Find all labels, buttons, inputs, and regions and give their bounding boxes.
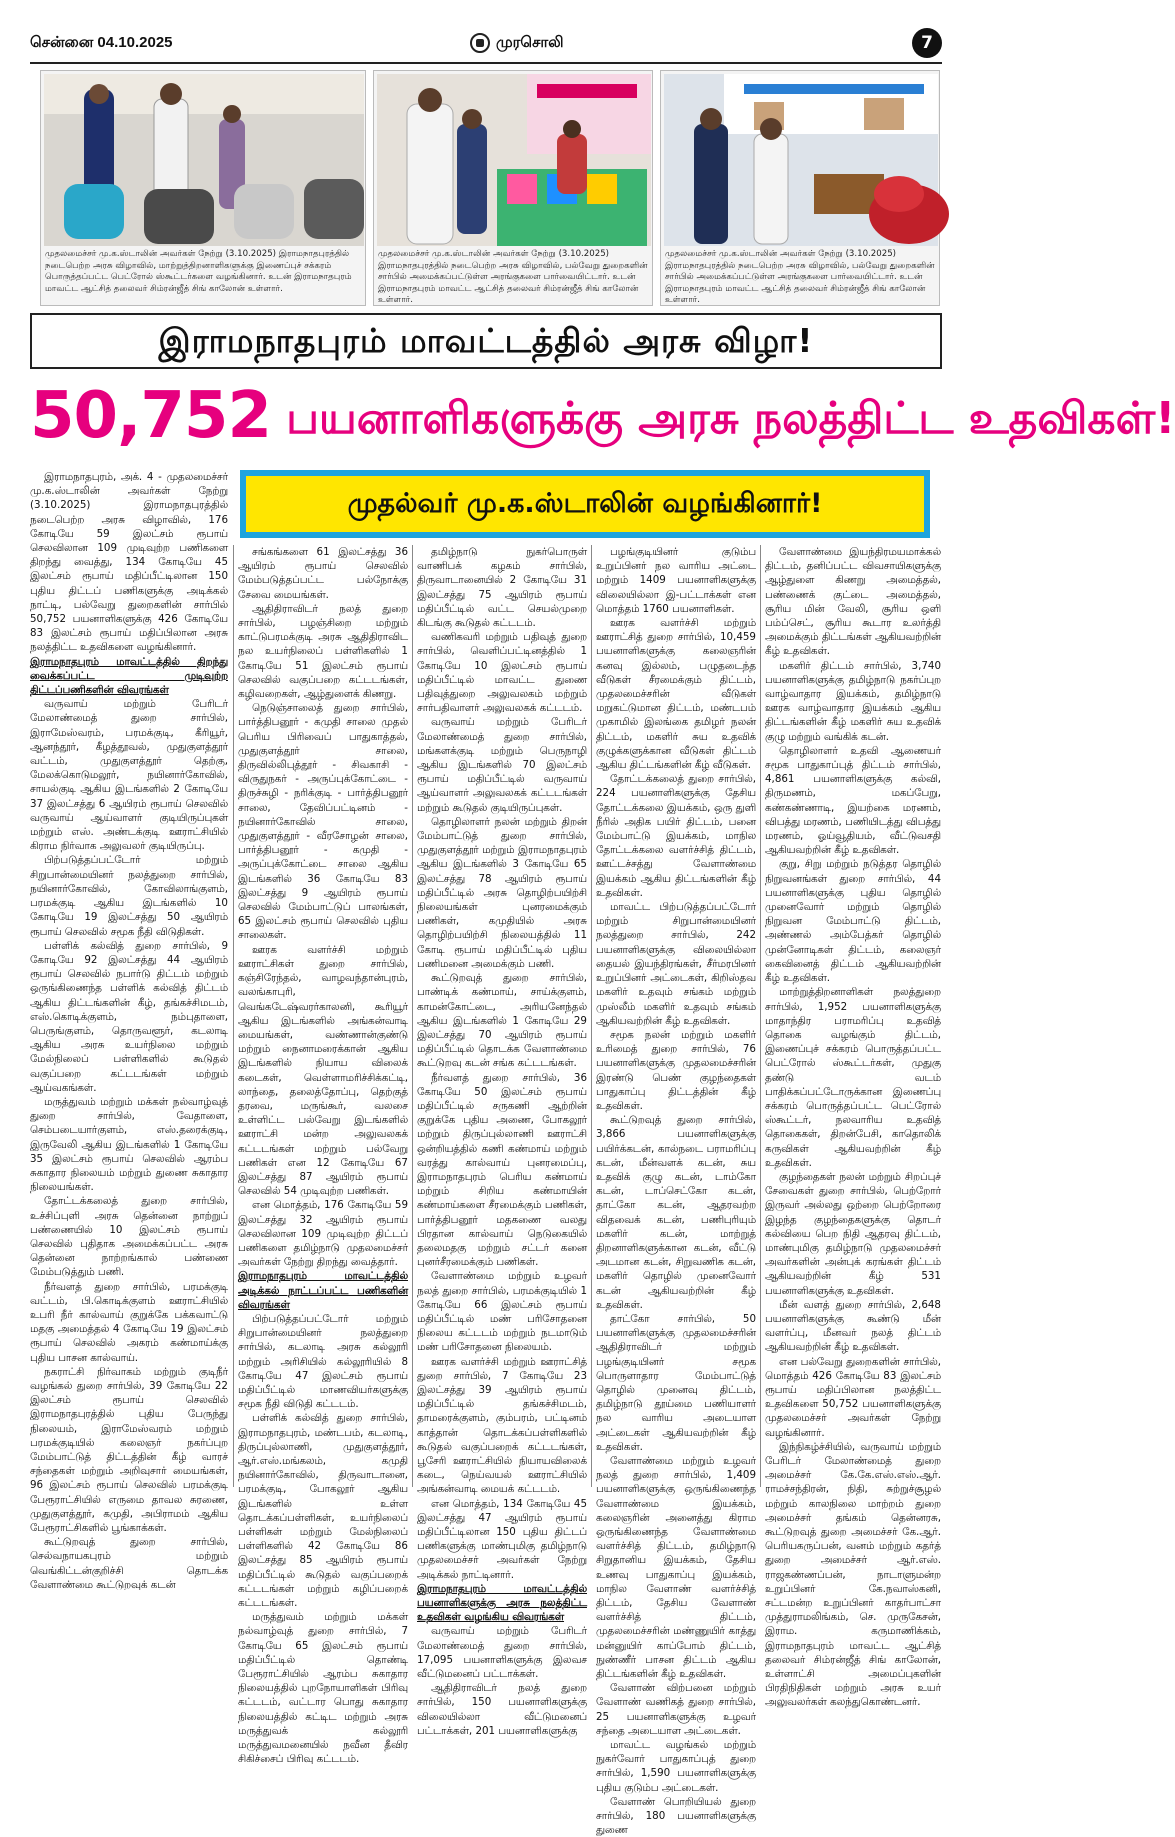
article-paragraph: மருத்துவம் மற்றும் மக்கள் நல்வாழ்வுத் துறை சார்பில், 7 கோடியே 65 இலட்சம் ரூபாய் மதிப்பீட்டில் தொண்டி பேரூராட்சியில் ஆரம்ப சுகாதார நிலையத்தில் புறநோயாளிகள் பிரிவு கட்டடம், வட்டார பொது சுகாதார நிலையத்தில் கட்டிட மற்றும் அரசு மருத்துவக் கல்லூரி மருத்துவமனையில் நவீன தீவிர சிகிச்சைப் பிரிவு கட்டடம். <box>238 1611 408 1766</box>
photo-1 <box>40 70 366 306</box>
stall-visit-photo <box>377 74 649 246</box>
page-number-badge: 7 <box>912 28 942 58</box>
article-paragraph: மீன் வளத் துறை சார்பில், 2,648 பயனாளிகளுக்கு கூண்டு மீன் வளர்ப்பு, மீனவர் நலத் திட்டம் ஆகியவற்றின் கீழ் உதவிகள். <box>765 1298 941 1354</box>
article-paragraph: தொழிலாளர் உதவி ஆணையர் சமூக பாதுகாப்புத் திட்டம் சார்பில், 4,861 பயனாளிகளுக்கு கல்வி, திருமணம், மகப்பேறு, கண்கண்ணாடி, இயற்கை மரணம், விபத்து மரணம், பணியிடத்து விபத்து மரணம், ஓய்வூதியம், வீட்டுவசதி ஆகியவற்றின் கீழ் உதவிகள். <box>765 744 941 857</box>
subheadline-banner <box>240 470 930 538</box>
article-paragraph: கூட்டுறவுத் துறை சார்பில், 3,866 பயனாளிகளுக்கு பயிர்க்கடன், கால்நடை பராமரிப்பு கடன், மீன்வளக் கடன், சுய உதவிக் குழு கடன், டாம்கோ கடன், டாப்செட்கோ கடன், தாட்கோ கடன், ஆதரவற்ற விதவைக் கடன், பணிபுரியும் மகளிர் கடன், மாற்றுத் திறனாளிகளுக்கான கடன், வீட்டு அடமான கடன், சிறுவணிக கடன், மகளிர் தொழில் முனைவோர் கடன் ஆகியவற்றின் கீழ் உதவிகள். <box>596 1114 756 1311</box>
article-paragraph: பிற்படுத்தப்பட்டோர் மற்றும் சிறுபான்மையினர் நலத்துறை சார்பில், நயினார்கோவில், கோவிலாங்குளம், பரமக்குடி ஆகிய இடங்களில் 10 கோடியே 19 இலட்சத்து 50 ஆயிரம் ரூபாய் செலவில் சமூக நீதி விடுதிகள். <box>30 854 228 938</box>
exhibition-stall-photo <box>664 74 936 246</box>
article-paragraph: மாவட்ட வழங்கல் மற்றும் நுகர்வோர் பாதுகாப்புத் துறை சார்பில், 1,590 பயனாளிகளுக்கு புதிய குடும்ப அட்டைகள். <box>596 1739 756 1794</box>
article-paragraph: ஊரக வளர்ச்சி மற்றும் ஊராட்சித் துறை சார்பில், 10,459 பயனாளிகளுக்கு கலைஞரின் கனவு இல்லம், பழுதடைந்த வீடுகள் சீரமைக்கும் திட்டம், முதலமைச்சரின் வீடுகள் மறுகட்டுமான திட்டம், மண்டபம் முகாமில் இலங்கை தமிழர் நலன் திட்டம், மகளிர் சுய உதவிக் குழுக்களுக்கான வீடுகள் திட்டம் ஆகிய திட்டங்களின் கீழ் வீடுகள். <box>596 617 756 772</box>
article-paragraph: ஆதிதிராவிடர் நலத் துறை சார்பில், பழஞ்சிறை மற்றும் காட்டுபரமக்குடி அரசு ஆதிதிராவிட நல உயர்நிலைப் பள்ளிகளில் 1 கோடியே 51 இலட்சம் ரூபாய் செலவில் வகுப்பறை கட்டடங்கள், கழிவறைகள், ஆழ்துளைக் கிணறு. <box>238 602 408 701</box>
article-paragraph: வருவாய் மற்றும் பேரிடர் மேலாண்மைத் துறை சார்பில், மங்களக்குடி மற்றும் பெருநாழி ஆகிய இடங்களில் 70 இலட்சம் ரூபாய் மதிப்பீட்டில் வருவாய் ஆய்வாளர் அலுவலகக் கட்டடங்கள் மற்றும் கூடுதல் குடியிருப்புகள். <box>417 716 587 814</box>
article-paragraph: நீர்வளத் துறை சார்பில், 36 கோடியே 50 இலட்சம் ரூபாய் மதிப்பீட்டில் சருகணி ஆற்றின் குறுக்கே புதிய அணை, போகலூர் மற்றும் திருப்புல்லாணி ஊராட்சி ஒன்றியத்தில் கணி கண்மாய் மற்றும் வரத்து கால்வாய் புனரமைப்பு, இராமநாதபுரம் பெரிய கண்மாய் மற்றும் சிறிய கண்மாயின் கண்மாய்களை சீரமைக்கும் பணிகள், பார்த்திபனூர் மதகணை வலது பிரதான கால்வாய் நெடுகையில் தலைமதகு மற்றும் சட்டர் கனை புனர்சீரமைக்கும் பணிகள். <box>417 1071 587 1269</box>
headline-kicker: இராமநாதபுரம் மாவட்டத்தில் அரசு விழா! <box>30 313 942 369</box>
photo-caption: முதலமைச்சர் மு.க.ஸ்டாலின் அவர்கள் நேற்று (3.10.2025) இராமநாதபுரத்தில் நடைபெற்ற அரசு விழாவில், மாற்றுத்திறனாளிகளுக்கு இணைப்புச் சக்கரம் பொருத்தப்பட்ட பெட்ரோல் ஸ்கூட்டர்களை வழங்கினார். உடன் இராமநாதபுரம் மாவட்ட ஆட்சித் தலைவர் சிம்ரன்ஜீத் சிங் காலோன் உள்ளார். <box>45 249 352 294</box>
scooter-distribution-photo <box>44 74 362 246</box>
main-headline-text: பயனாளிகளுக்கு அரசு நலத்திட்ட உதவிகள்! <box>286 393 1175 444</box>
column-divider <box>591 545 592 1487</box>
article-paragraph: கூட்டுறவுத் துறை சார்பில், பாண்டிக் கண்மாய், சாய்க்குளம், காமன்கோட்டை, அரியனேந்தல் ஆகிய இடங்களில் 1 கோடியே 29 இலட்சத்து 70 ஆயிரம் ரூபாய் மதிப்பீட்டில் தொடக்க வேளாண்மை கூட்டுறவு கடன் சங்க கட்டடங்கள். <box>417 972 587 1070</box>
main-headline <box>30 373 1175 459</box>
edition-date: சென்னை 04.10.2025 <box>30 34 173 51</box>
article-paragraph: தமிழ்நாடு நுகர்பொருள் வாணிபக் கழகம் சார்பில், திருவாடானையில் 2 கோடியே 31 இலட்சத்து 75 ஆயிரம் ரூபாய் மதிப்பீட்டில் வட்ட செயல்முறை கிடங்கு கூடுதல் கட்டடம். <box>417 546 587 630</box>
photo-strip <box>40 70 940 310</box>
masthead-brand <box>470 33 564 53</box>
article-paragraph: நெடுஞ்சாலைத் துறை சார்பில், பார்த்திபனூர் - கமுதி சாலை முதல் பெரிய பிரிவைப் பாதுகாத்தல், முதுகுளத்தூர் சாலை, திருவில்லிபுத்தூர் - சிவகாசி - விருதுநகர் - அருப்புக்கோட்டை - திருச்சுழி - நரிக்குடி - பார்த்திபனூர் சாலை, தேவிப்பட்டினம் - நயினார்கோவில் சாலை, முதுகுளத்தூர் - வீரசோழன் சாலை, பார்த்திபனூர் - கமுதி - அருப்புக்கோட்டை சாலை ஆகிய இடங்களில் 36 கோடியே 83 இலட்சத்து 9 ஆயிரம் ரூபாய் செலவில் மேம்பாட்டுப் பாலங்கள், 65 இலட்சம் ரூபாய் செலவில் புதிய சாலைகள். <box>238 702 408 942</box>
article-paragraph: குறு, சிறு மற்றும் நடுத்தர தொழில் நிறுவனங்கள் துறை சார்பில், 44 பயனாளிகளுக்கு புதிய தொழில் முனைவோர் மற்றும் தொழில் நிறுவன மேம்பாட்டு திட்டம், அண்ணல் அம்பேத்கர் தொழில் முன்னோடிகள் திட்டம், கலைஞர் கைவினைத் திட்டம் ஆகியவற்றின் கீழ் உதவிகள். <box>765 858 941 985</box>
article-paragraph: தொழிலாளர் நலன் மற்றும் திறன் மேம்பாட்டுத் துறை சார்பில், முதுகுளத்தூர் மற்றும் இராமநாதபுரம் ஆகிய இடங்களில் 3 கோடியே 65 இலட்சத்து 78 ஆயிரம் ரூபாய் மதிப்பீட்டில் அரசு தொழிற்பயிற்சி நிலையங்கள் புனரமைக்கும் பணிகள், கமுதியில் அரசு தொழிற்பயிற்சி நிலையத்தில் 11 கோடி ரூபாய் மதிப்பீட்டில் புதிய பணிமனை அமைக்கும் பணி. <box>417 815 587 970</box>
article-paragraph: வேளாண்மை மற்றும் உழவர் நலத் துறை சார்பில், 1,409 பயனாளிகளுக்கு ஒருங்கிணைந்த வேளாண்மை இயக்கம், கலைஞரின் அனைத்து கிராம ஒருங்கிணைந்த வேளாண்மை வளர்ச்சித் திட்டம், தமிழ்நாடு சிறுதானிய இயக்கம், தேசிய உணவு பாதுகாப்பு இயக்கம், மாநில வேளாண் வளர்ச்சித் திட்டம், தேசிய வேளாண் வளர்ச்சித் திட்டம், முதலமைச்சரின் மண்ணுயிர் காத்து மன்னுயிர் காப்போம் திட்டம், நுண்ணீர் பாசன திட்டம் ஆகிய திட்டங்களின் கீழ் உதவிகள். <box>596 1455 756 1681</box>
article-paragraph: என மொத்தம், 176 கோடியே 59 இலட்சத்து 32 ஆயிரம் ரூபாய் செலவிலான 109 முடிவுற்ற திட்டப் பணிகளை தமிழ்நாடு முதலமைச்சர் அவர்கள் நேற்று திறந்து வைத்தார். <box>238 1199 408 1269</box>
article-paragraph: சமூக நலன் மற்றும் மகளிர் உரிமைத் துறை சார்பில், 76 பயனாளிகளுக்கு முதலமைச்சரின் இரண்டு பெண் குழந்தைகள் பாதுகாப்பு திட்டத்தின் கீழ் உதவிகள். <box>596 1028 756 1112</box>
article-paragraph: பள்ளிக் கல்வித் துறை சார்பில், இராமநாதபுரம், மண்டபம், கடலாடி, திருப்புல்லாணி, முதுகுளத்தூர், ஆர்.எஸ்.மங்கலம், கமுதி நயினார்கோவில், திருவாடானை, பரமக்குடி, போகலூர் ஆகிய இடங்களில் உள்ள தொடக்கப்பள்ளிகள், உயர்நிலைப் பள்ளிகள் மற்றும் மேல்நிலைப் பள்ளிகளில் 42 கோடியே 86 இலட்சத்து 85 ஆயிரம் ரூபாய் மதிப்பீட்டில் கூடுதல் வகுப்பறைக் கட்டடங்கள் மற்றும் கழிப்பறைக் கட்டடங்கள். <box>238 1412 408 1610</box>
article-paragraph: குழந்தைகள் நலன் மற்றும் சிறப்புச் சேவைகள் துறை சார்பில், பெற்றோர் இருவர் அல்லது ஒற்றை பெற்றோரை இழந்த குழந்தைகளுக்கு தொடர் கல்வியை பெற நிதி ஆதரவு திட்டம், மாண்புமிகு தமிழ்நாடு முதலமைச்சர் அவர்களின் அன்புக் கரங்கள் திட்டம் ஆகியவற்றின் கீழ் 531 பயனாளிகளுக்கு உதவிகள். <box>765 1170 941 1297</box>
section-subheading: இராமநாதபுரம் மாவட்டத்தில் பயனாளிகளுக்கு அரசு நலத்திட்ட உதவிகள் வழங்கிய விவரங்கள் <box>417 1582 587 1624</box>
article-column-2 <box>238 545 408 1766</box>
article-paragraph: மாவட்ட பிற்படுத்தப்பட்டோர் மற்றும் சிறுபான்மையினர் நலத்துறை சார்பில், 242 பயனாளிகளுக்கு விலையில்லா தையல் இயந்திரங்கள், சீர்மரபினர் உறுப்பினர் அட்டைகள், கிறிஸ்தவ மகளிர் உதவும் சங்கம் மற்றும் முஸ்லீம் மகளிர் உதவும் சங்கம் ஆகியவற்றின் கீழ் உதவிகள். <box>596 901 756 1027</box>
masthead <box>30 30 942 64</box>
article-paragraph: வேளாண் பொறியியல் துறை சார்பில், 180 பயனாளிகளுக்கு துணை <box>596 1795 756 1837</box>
article-paragraph: ஊரக வளர்ச்சி மற்றும் ஊராட்சித் துறை சார்பில், 7 கோடியே 23 இலட்சத்து 39 ஆயிரம் ரூபாய் மதிப்பீட்டில் தங்கச்சிமடம், தாமரைக்குளம், கும்பரம், பட்டினம் காத்தான் தொடக்கப்பள்ளிகளில் கூடுதல் வகுப்பறைக் கட்டடங்கள், பூசேரி ஊராட்சியில் நியாயவிலைக் கடை, நெய்வயல் ஊராட்சியில் அங்கன்வாடி மையக் கட்டடம். <box>417 1355 587 1496</box>
article-paragraph: மகளிர் திட்டம் சார்பில், 3,740 பயனாளிகளுக்கு தமிழ்நாடு நகர்ப்புற வாழ்வாதார இயக்கம், தமிழ்நாடு ஊரக வாழ்வாதார இயக்கம் ஆகிய திட்டங்களின் கீழ் மகளிர் சுய உதவிக் குழு மற்றும் வங்கிக் கடன். <box>765 659 941 743</box>
photo-3 <box>660 70 940 306</box>
article-paragraph: வருவாய் மற்றும் பேரிடர் மேலாண்மைத் துறை சார்பில், 17,095 பயனாளிகளுக்கு இலவச வீட்டுமனைப் பட்டாக்கள். <box>417 1625 587 1681</box>
article-column-5 <box>765 545 941 1709</box>
article-paragraph: நகராட்சி நிர்வாகம் மற்றும் குடிநீர் வழங்கல் துறை சார்பில், 39 கோடியே 22 இலட்சம் ரூபாய் செலவில் இராமநாதபுரத்தில் புதிய பேருந்து நிலையம், இராமேஸ்வரம் மற்றும் பரமக்குடியில் கலைஞர் நகர்ப்புற மேம்பாட்டுத் திட்டத்தின் கீழ் வாரச் சந்தைகள் மற்றும் அறிவுசார் மையங்கள், 96 இலட்சம் ரூபாய் செலவில் பரமக்குடி பேரூராட்சியில் எருமை தாவல சுரணை, முதுகுளத்தூர், கமுதி, அபிராமம் ஆகிய பேரூராட்சிகளில் பூங்காக்கள். <box>30 1365 228 1535</box>
article-paragraph: மருத்துவம் மற்றும் மக்கள் நல்வாழ்வுத் துறை சார்பில், வேதாளை, செம்படையார்குளம், எஸ்.தரைக்குடி, இருவேலி ஆகிய இடங்களில் 1 கோடியே 35 இலட்சம் ரூபாய் செலவில் ஆரம்ப சுகாதார நிலையம் மற்றும் துணை சுகாதார நிலையங்கள். <box>30 1095 228 1194</box>
article-paragraph: என மொத்தம், 134 கோடியே 45 இலட்சத்து 47 ஆயிரம் ரூபாய் மதிப்பீட்டிலான 150 புதிய திட்டப் பணிகளுக்கு மாண்புமிகு தமிழ்நாடு முதலமைச்சர் அவர்கள் நேற்று அடிக்கல் நாட்டினார். <box>417 1497 587 1581</box>
article-paragraph: ஊரக வளர்ச்சி மற்றும் ஊராட்சிகள் துறை சார்பில், கஞ்சிரேந்தல், வாழவந்தான்புரம், வலங்காபுரி, வெங்கடேஷ்வரர்காலனி, கூரியூர் ஆகிய இடங்களில் அங்கன்வாடி மையங்கள், வண்ணான்குண்டு மற்றும் நைனாமரைக்கான் ஆகிய இடங்களில் நியாய விலைக் கடைகள், வெள்ளாமரிச்சிக்கட்டி, லாந்தை, தலைத்தோப்பு, தெற்குத் தரவை, மருங்கூர், வலசை உள்ளிட்ட பல்வேறு இடங்களில் ஊராட்சி மன்ற அலுவலகக் கட்டடங்கள் மற்றும் பல்வேறு பணிகள் என 12 கோடியே 67 இலட்சத்து 87 ஆயிரம் ரூபாய் செலவில் 54 முடிவுற்ற பணிகள். <box>238 943 408 1198</box>
article-paragraph: தோட்டக்கலைத் துறை சார்பில், 224 பயனாளிகளுக்கு தேசிய தோட்டக்கலை இயக்கம், ஒரு துளி நீரில் அதிக பயிர் திட்டம், பனை மேம்பாட்டு இயக்கம், மாநில தோட்டக்கலை வளர்ச்சித் திட்டம், ஊட்டச்சத்து வேளாண்மை இயக்கம் ஆகிய திட்டங்களின் கீழ் உதவிகள். <box>596 773 756 899</box>
article-paragraph: பழங்குடியினர் குடும்ப உறுப்பினர் நல வாரிய அட்டை மற்றும் 1409 பயனாளிகளுக்கு விலையில்லா இ-பட்டாக்கள் என மொத்தம் 1760 பயனாளிகள். <box>596 546 756 615</box>
article-paragraph: சங்கங்களை 61 இலட்சத்து 36 ஆயிரம் ரூபாய் செலவில் மேம்படுத்தப்பட்ட பல்நோக்கு சேவை மையங்கள். <box>238 546 408 601</box>
subheadline-text: முதல்வர் மு.க.ஸ்டாலின் வழங்கினார்! <box>246 476 924 532</box>
article-paragraph: கூட்டுறவுத் துறை சார்பில், செல்வநாயகபுரம் மற்றும் வெங்கிட்டன்குறிச்சி தொடக்க வேளாண்மை கூட்டுறவுக் கடன் <box>30 1536 228 1591</box>
photo-caption: முதலமைச்சர் மு.க.ஸ்டாலின் அவர்கள் நேற்று (3.10.2025) இராமநாதபுரத்தில் நடைபெற்ற அரசு விழாவில், பல்வேறு துறைகளின் சார்பில் அமைக்கப்பட்டுள்ள அரங்குகளை பார்வையிட்டார். உடன் இராமநாதபுரம் மாவட்ட ஆட்சித் தலைவர் சிம்ரன்ஜீத் சிங் காலோன் உள்ளார். <box>665 249 935 305</box>
beneficiary-count: 50,752 <box>30 379 271 453</box>
rising-sun-logo-icon <box>470 33 490 53</box>
article-paragraph: வேளாண் விற்பனை மற்றும் வேளாண் வணிகத் துறை சார்பில், 25 பயனாளிகளுக்கு உழவர் சந்தை அடையாள அட்டைகள். <box>596 1682 756 1737</box>
column-divider <box>233 545 234 1487</box>
photo-caption: முதலமைச்சர் மு.க.ஸ்டாலின் அவர்கள் நேற்று (3.10.2025) இராமநாதபுரத்தில் நடைபெற்ற அரசு விழாவில், பல்வேறு துறைகளின் சார்பில் அமைக்கப்பட்டுள்ள அரங்குகளை பார்வையிட்டார். உடன் இராமநாதபுரம் மாவட்ட ஆட்சித் தலைவர் சிம்ரன்ஜீத் சிங் காலோன் உள்ளார். <box>378 249 648 305</box>
column-divider <box>412 545 413 1487</box>
article-paragraph: தோட்டக்கலைத் துறை சார்பில், உச்சிப்புளி அரசு தென்னை நாற்றுப் பண்ணையில் 10 இலட்சம் ரூபாய் செலவில் புதிதாக அமைக்கப்பட்ட அரசு தென்னை நாற்றங்கால் பண்ணை மேம்படுத்தும் பணி. <box>30 1195 228 1279</box>
article-paragraph: நீர்வளத் துறை சார்பில், பரமக்குடி வட்டம், பி.கொடிக்குளம் ஊராட்சியில் உபரி நீர் கால்வாய் குறுக்கே பக்கவாட்டு மதகு அமைத்தல் 4 கோடியே 19 இலட்சம் ரூபாய் செலவில் அகரம் கண்மாய்க்கு புதிய பாசன கால்வாய். <box>30 1280 228 1364</box>
article-paragraph: பிற்படுத்தப்பட்டோர் மற்றும் சிறுபான்மையினர் நலத்துறை சார்பில், கடலாடி அரசு கல்லூரி மற்றும் அரிசியில் கல்லூரியில் 8 கோடியே 47 இலட்சம் ரூபாய் மதிப்பீட்டில் மாணவியர்களுக்கு சமூக நீதி விடுதி கட்டடம். <box>238 1312 408 1411</box>
article-paragraph: பள்ளிக் கல்வித் துறை சார்பில், 9 கோடியே 92 இலட்சத்து 44 ஆயிரம் ரூபாய் செலவில் நபார்டு திட்டம் மற்றும் ஒருங்கிணைந்த பள்ளிக் கல்வித் திட்டம் ஆகிய திட்டங்களின் கீழ், தங்கச்சிமடம், எஸ்.கொடிக்குளம், நம்புதாளை, பெருங்குளம், தொருவளூர், கடலாடி ஆகிய அரசு உயர்நிலை மற்றும் மேல்நிலைப் பள்ளிகளில் கூடுதல் வகுப்பறை கட்டடங்கள் மற்றும் ஆய்வகங்கள். <box>30 939 228 1094</box>
paper-name: முரசொலி <box>496 33 564 51</box>
article-paragraph: ஆதிதிராவிடர் நலத் துறை சார்பில், 150 பயனாளிகளுக்கு விலையில்லா வீட்டுமனைப் பட்டாக்கள், 201 பயனாளிகளுக்கு <box>417 1682 587 1737</box>
photo-2 <box>373 70 653 306</box>
article-paragraph: வணிகவரி மற்றும் பதிவுத் துறை சார்பில், வெளிப்பட்டினத்தில் 1 கோடியே 10 இலட்சம் ரூபாய் மதிப்பீட்டில் மாவட்ட துணை பதிவுத்துறை அலுவலகம் மற்றும் சார்பதிவாளர் அலுவலகக் கட்டடம். <box>417 631 587 715</box>
article-paragraph: வேளாண்மை இயந்திரமயமாக்கல் திட்டம், தனிப்பட்ட விவசாயிகளுக்கு ஆழ்துளை கிணறு அமைத்தல், பண்ணைக் குட்டை அமைத்தல், சூரிய மின் வேலி, சூரிய ஒளி பம்ப்செட், சூரிய கூடார உலர்த்தி அமைக்கும் திட்டங்கள் ஆகியவற்றின் கீழ் உதவிகள். <box>765 546 941 658</box>
article-column-4 <box>596 545 756 1837</box>
article-paragraph: வேளாண்மை மற்றும் உழவர் நலத் துறை சார்பில், பரமக்குடியில் 1 கோடியே 66 இலட்சம் ரூபாய் மதிப்பீட்டில் மண் பரிசோதனை நிலைய கட்டடம் மற்றும் நடமாடும் மண் பரிசோதனை நிலையம். <box>417 1270 587 1354</box>
article-paragraph: என பல்வேறு துறைகளின் சார்பில், மொத்தம் 426 கோடியே 83 இலட்சம் ரூபாய் மதிப்பிலான நலத்திட்ட உதவிகளை 50,752 பயனாளிகளுக்கு முதலமைச்சர் அவர்கள் நேற்று வழங்கினார். <box>765 1355 941 1439</box>
column-divider <box>760 545 761 1487</box>
article-column-1 <box>30 470 228 1591</box>
article-paragraph: வருவாய் மற்றும் பேரிடர் மேலாண்மைத் துறை சார்பில், இராமேஸ்வரம், பரமக்குடி, கீரியூர், ஆனந்தூர், கீழத்தூவல், முதுகுளத்தூர் வட்டம், முதுகுளத்தூர் தெற்கு, மேலக்கொடுமலூர், நயினார்கோவில், சாயல்குடி ஆகிய இடங்களில் 2 கோடியே 37 இலட்சத்து 6 ஆயிரம் ரூபாய் செலவில் வருவாய் ஆய்வாளர் குடியிருப்புகள் மற்றும் எஸ். அண்டக்குடி ஊராட்சியில் கிராம நிர்வாக அலுவலர் குடியிருப்பு. <box>30 698 228 853</box>
article-column-3 <box>417 545 587 1737</box>
section-subheading: இராமநாதபுரம் மாவட்டத்தில் திறந்து வைக்கப்பட்ட முடிவுற்ற திட்டப்பணிகளின் விவரங்கள் <box>30 655 228 697</box>
section-subheading: இராமநாதபுரம் மாவட்டத்தில் அடிக்கல் நாட்டப்பட்ட பணிகளின் விவரங்கள் <box>238 1270 408 1311</box>
article-paragraph: இராமநாதபுரம், அக். 4 - முதலமைச்சர் மு.க.ஸ்டாலின் அவர்கள் நேற்று (3.10.2025) இராமநாதபுரத்தில் நடைபெற்ற அரசு விழாவில், 176 கோடியே 59 இலட்சம் ரூபாய் செலவிலான 109 முடிவுற்ற பணிகளை திறந்து வைத்து, 134 கோடியே 45 இலட்சம் ரூபாய் மதிப்பீட்டிலான 150 புதிய திட்டப் பணிகளுக்கு அடிக்கல் நாட்டி, பல்வேறு துறைகளின் சார்பில் 50,752 பயனாளிகளுக்கு 426 கோடியே 83 இலட்சம் ரூபாய் மதிப்பிலான அரசு நலத்திட்ட உதவிகளை வழங்கினார். <box>30 471 228 654</box>
article-paragraph: மாற்றுத்திறனாளிகள் நலத்துறை சார்பில், 1,952 பயனாளிகளுக்கு மாதாந்திர பராமரிப்பு உதவித் தொகை வழங்கும் திட்டம், இணைப்புச் சக்கரம் பொருத்தப்பட்ட பெட்ரோல் ஸ்கூட்டர்கள், முதுகு தண்டு வடம் பாதிக்கப்பட்டோருக்கான இணைப்பு சக்கரம் பொருத்தப்பட்ட பெட்ரோல் ஸ்கூட்டர், நலவாரிய உதவித் தொகைகள், திறன்பேசி, காதொலிக் கருவிகள் ஆகியவற்றின் கீழ் உதவிகள். <box>765 986 941 1169</box>
article-paragraph: இந்நிகழ்ச்சியில், வருவாய் மற்றும் பேரிடர் மேலாண்மைத் துறை அமைச்சர் கே.கே.எஸ்.எஸ்.ஆர். ராமச்சந்திரன், நிதி, சுற்றுச்சூழல் மற்றும் காலநிலை மாற்றம் துறை அமைச்சர் தங்கம் தென்னரசு, கூட்டுறவுத் துறை அமைச்சர் கே.ஆர். பெரியகருப்பன், வனம் மற்றும் கதர்த் துறை அமைச்சர் ஆர்.எஸ். ராஜகண்ணப்பன், நாடாளுமன்ற உறுப்பினர் கே.நவாஸ்கனி, சட்டமன்ற உறுப்பினர் காதர்பாட்சா முத்துராமலிங்கம், செ. முருகேசன், இராம. கருமாணிக்கம், இராமநாதபுரம் மாவட்ட ஆட்சித் தலைவர் சிம்ரன்ஜீத் சிங் காலோன், உள்ளாட்சி அமைப்புகளின் பிரதிநிதிகள் மற்றும் அரசு உயர் அலுவலர்கள் கலந்துகொண்டனர். <box>765 1440 941 1709</box>
article-paragraph: தாட்கோ சார்பில், 50 பயனாளிகளுக்கு முதலமைச்சரின் ஆதிதிராவிடர் மற்றும் பழங்குடியினர் சமூக பொருளாதார மேம்பாட்டுத் தொழில் முனைவு திட்டம், தமிழ்நாடு தூய்மை பணியாளர் நல வாரிய அடையாள அட்டைகள் ஆகியவற்றின் கீழ் உதவிகள். <box>596 1312 756 1453</box>
